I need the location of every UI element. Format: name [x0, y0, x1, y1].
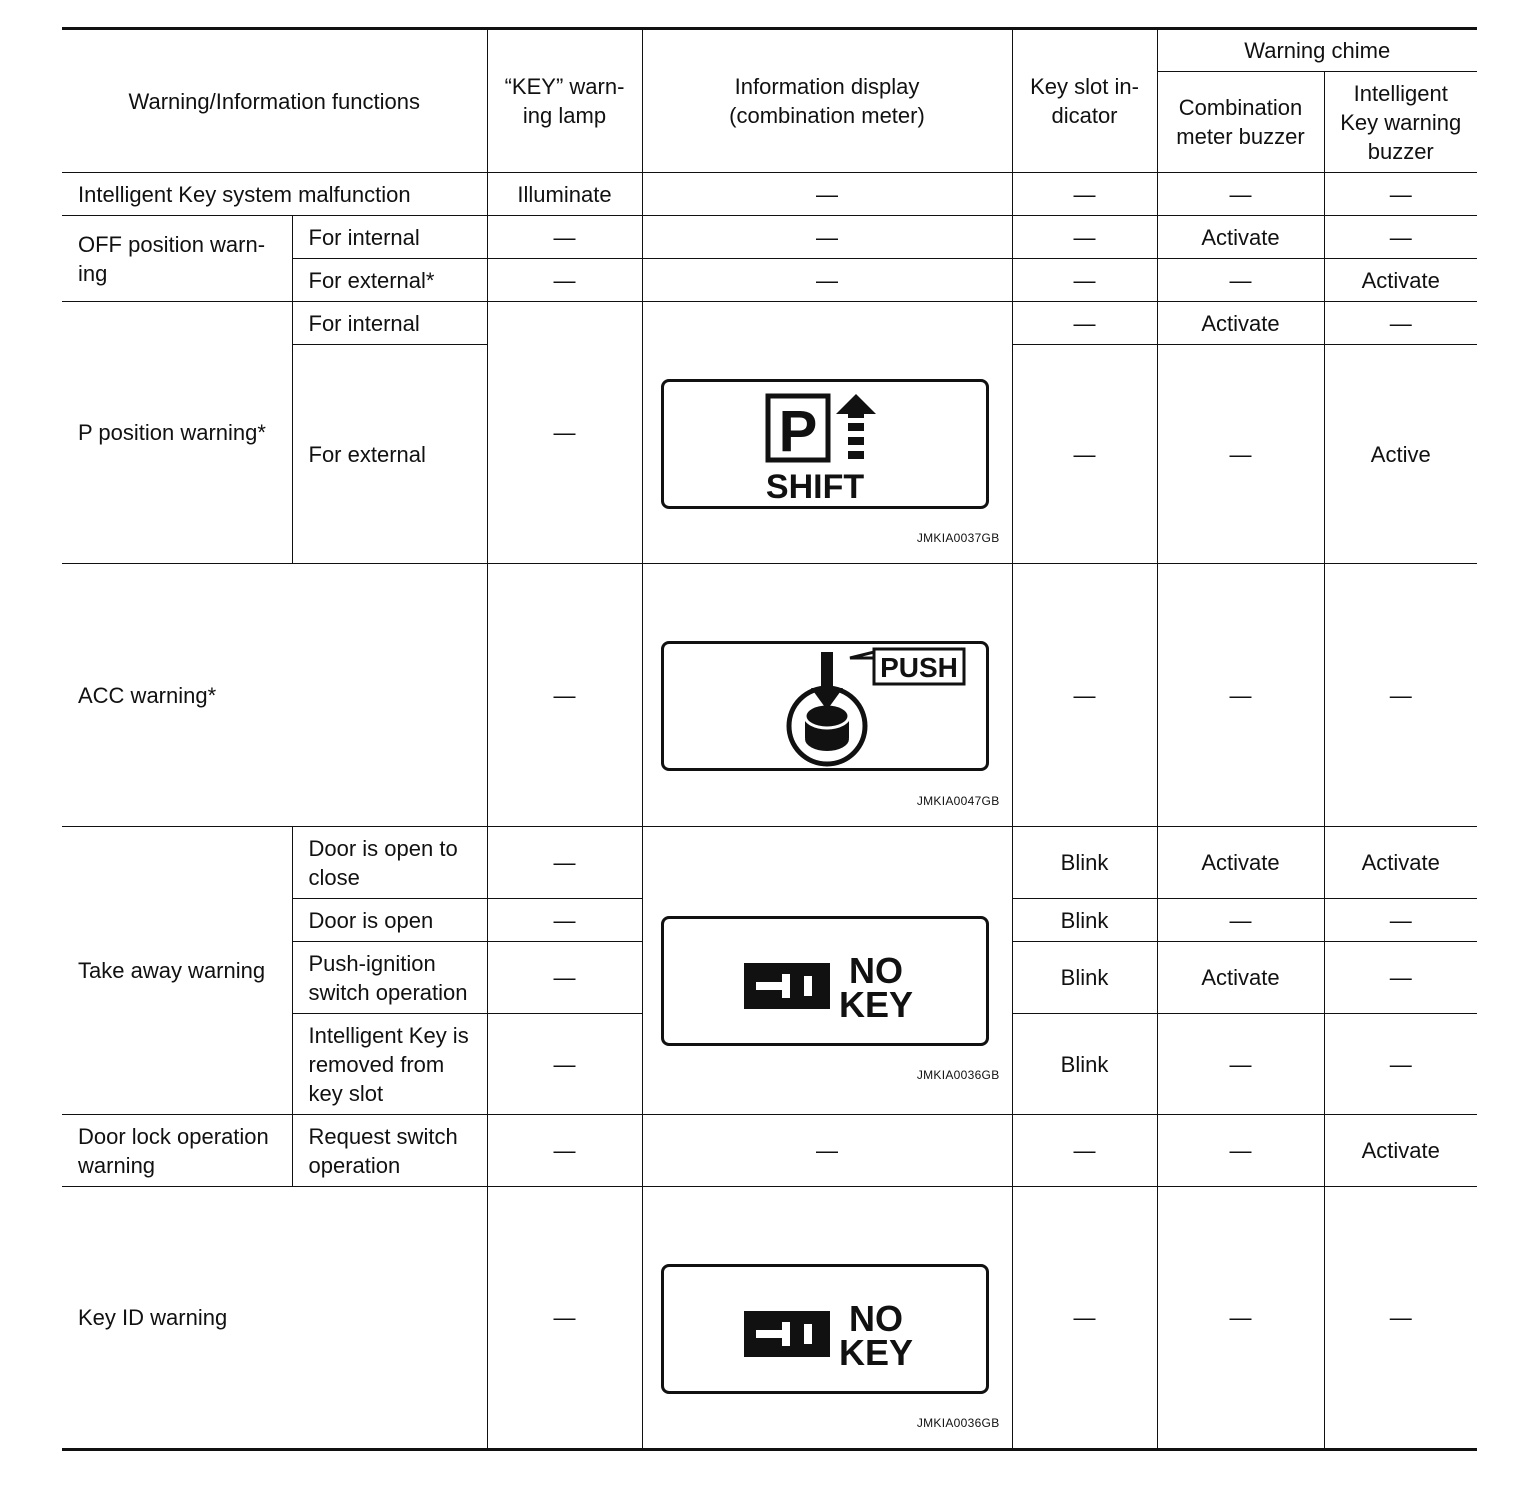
table-row: Intelligent Key system malfunction Illuminate — — — — — [62, 173, 1477, 216]
push-display-image — [661, 641, 989, 771]
table-row: For external* — — — — Activate — [62, 259, 1477, 302]
table-row: For external — — Active — [62, 345, 1477, 564]
svg-text:NO: NO — [848, 950, 903, 991]
svg-text:PUSH: PUSH — [879, 652, 958, 683]
table-row: Push-ignition switch operation — Blink Activate — — [62, 942, 1477, 1014]
header-functions: Warning/Information functions — [62, 29, 487, 173]
row-label-take-away: Take away warning — [62, 827, 292, 1115]
table-row: OFF position warn- ing For internal — — — Activate — — [62, 216, 1477, 259]
display-shift-cell — [642, 302, 1012, 564]
push-button-icon — [664, 644, 986, 768]
table-row: P position warning* For internal — P SHIFT JMKIA0037GB — Activate — — [62, 302, 1477, 345]
table-row: Door lock operation warning Request switch operation — — — — Activate — [62, 1115, 1477, 1187]
nokey-display-image — [661, 916, 989, 1046]
shift-display-image — [661, 379, 989, 509]
figure-code: JMKIA0037GB — [916, 531, 1000, 545]
no-key-icon — [664, 1267, 986, 1391]
row-label-p-position: P position warning* — [62, 302, 292, 564]
svg-text:P: P — [778, 399, 817, 464]
table-row: ACC warning* — PUSH JMKIA0047GB — — — — [62, 564, 1477, 827]
nokey-display-image-2 — [661, 1264, 989, 1394]
no-key-icon — [664, 919, 986, 1043]
figure-code: JMKIA0036GB — [916, 1068, 1000, 1082]
row-label-malfunction: Intelligent Key system malfunction — [62, 173, 487, 216]
row-label-door-lock: Door lock operation warning — [62, 1115, 292, 1187]
figure-code: JMKIA0036GB — [916, 1416, 1000, 1430]
figure-code: JMKIA0047GB — [916, 794, 1000, 808]
display-push-cell — [642, 564, 1012, 827]
header-info-display: Information display (combination meter) — [642, 29, 1012, 173]
row-label-acc: ACC warning* — [62, 564, 487, 827]
header-combination-buzzer: Combination meter buzzer — [1157, 72, 1324, 173]
row-label-off-position: OFF position warn- ing — [62, 216, 292, 302]
warning-function-table — [62, 27, 1477, 1451]
table-row: Key ID warning — NO KEY JMKIA0036GB — — — — [62, 1187, 1477, 1450]
header-key-lamp: “KEY” warn- ing lamp — [487, 29, 642, 173]
row-label-key-id: Key ID warning — [62, 1187, 487, 1450]
table-row: Door is open — Blink — — — [62, 899, 1477, 942]
table-row: Intelligent Key is removed from key slot — Blink — — — [62, 1014, 1477, 1115]
p-shift-icon — [664, 382, 986, 506]
svg-text:NO: NO — [848, 1298, 903, 1339]
display-nokey2-cell — [642, 1187, 1012, 1450]
table-row: Take away warning Door is open to close — NO KEY JMKIA0036GB Blink Activate Activate — [62, 827, 1477, 899]
header-warning-chime: Warning chime — [1157, 29, 1477, 72]
header-key-slot: Key slot in- dicator — [1012, 29, 1157, 173]
svg-text:KEY: KEY — [838, 1332, 913, 1373]
svg-text:SHIFT: SHIFT — [765, 468, 864, 506]
header-ikey-buzzer: Intelligent Key warning buzzer — [1324, 72, 1477, 173]
display-nokey-cell — [642, 827, 1012, 1115]
svg-text:KEY: KEY — [838, 984, 913, 1025]
